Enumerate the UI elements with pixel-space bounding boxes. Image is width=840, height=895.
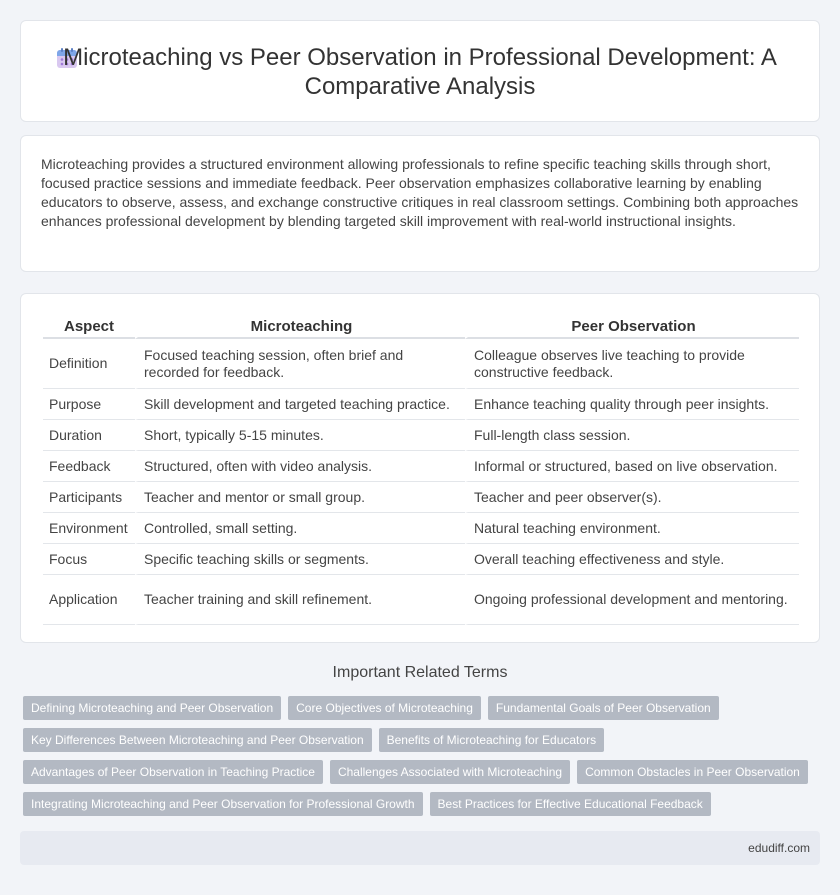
related-term-tag[interactable]: Best Practices for Effective Educational Feedback: [430, 792, 711, 816]
peer-observation-cell: Full-length class session.: [465, 420, 799, 451]
related-term-tag[interactable]: Advantages of Peer Observation in Teaching Practice: [23, 760, 323, 784]
related-term-tag[interactable]: Key Differences Between Microteaching and Peer Observation: [23, 728, 372, 752]
tag-row: [23, 728, 818, 752]
peer-observation-cell: Overall teaching effectiveness and style.: [465, 544, 799, 575]
peer-observation-cell: Enhance teaching quality through peer insights.: [465, 389, 799, 420]
table-header-row: [43, 315, 799, 339]
microteaching-cell: Teacher training and skill refinement.: [135, 575, 465, 625]
microteaching-cell: Specific teaching skills or segments.: [135, 544, 465, 575]
aspect-cell: Participants: [43, 482, 135, 513]
related-terms-title: Important Related Terms: [332, 664, 508, 681]
peer-observation-cell: Ongoing professional development and mentoring.: [465, 575, 799, 625]
aspect-cell: Focus: [43, 544, 135, 575]
microteaching-cell: Controlled, small setting.: [135, 513, 465, 544]
table-row: [43, 544, 799, 575]
aspect-cell: Application: [43, 575, 135, 625]
microteaching-cell: Structured, often with video analysis.: [135, 451, 465, 482]
aspect-cell: Duration: [43, 420, 135, 451]
summary-card: [20, 135, 820, 272]
table-row: [43, 513, 799, 544]
aspect-cell: Definition: [43, 339, 135, 389]
comparison-table-card: [20, 293, 820, 643]
peer-observation-cell: Informal or structured, based on live observation.: [465, 451, 799, 482]
peer-observation-cell: Natural teaching environment.: [465, 513, 799, 544]
related-term-tag[interactable]: Challenges Associated with Microteaching: [330, 760, 570, 784]
related-term-tag[interactable]: Common Obstacles in Peer Observation: [577, 760, 808, 784]
related-term-tag[interactable]: Integrating Microteaching and Peer Observation for Professional Growth: [23, 792, 423, 816]
comparison-table: [43, 315, 799, 625]
aspect-cell: Environment: [43, 513, 135, 544]
related-term-tag[interactable]: Defining Microteaching and Peer Observation: [23, 696, 281, 720]
related-term-tag[interactable]: Fundamental Goals of Peer Observation: [488, 696, 719, 720]
page-title: Microteaching vs Peer Observation in Professional Development: A Comparative Analysis: [63, 44, 777, 100]
header-microteaching: Microteaching: [135, 315, 465, 339]
peer-observation-cell: Colleague observes live teaching to provide constructive feedback.: [465, 339, 799, 389]
table-row: [43, 339, 799, 389]
table-row: [43, 482, 799, 513]
peer-observation-cell: Teacher and peer observer(s).: [465, 482, 799, 513]
microteaching-cell: Focused teaching session, often brief and recorded for feedback.: [135, 339, 465, 389]
related-terms-list: [23, 696, 818, 824]
tag-row: [23, 696, 818, 720]
header-peer-observation: Peer Observation: [465, 315, 799, 339]
microteaching-cell: Teacher and mentor or small group.: [135, 482, 465, 513]
table-row: [43, 575, 799, 625]
microteaching-cell: Short, typically 5-15 minutes.: [135, 420, 465, 451]
related-term-tag[interactable]: Core Objectives of Microteaching: [288, 696, 481, 720]
aspect-cell: Feedback: [43, 451, 135, 482]
table-row: [43, 451, 799, 482]
aspect-cell: Purpose: [43, 389, 135, 420]
table-row: [43, 420, 799, 451]
title-card: [20, 20, 820, 122]
microteaching-cell: Skill development and targeted teaching practice.: [135, 389, 465, 420]
table-row: [43, 389, 799, 420]
footer: [20, 831, 820, 865]
tag-row: [23, 760, 818, 784]
footer-site-link[interactable]: edudiff.com: [748, 841, 810, 855]
summary-text: Microteaching provides a structured environment allowing professionals to refine specific teaching skills through short, focused practice sessions and immediate feedback. Peer observation emphasizes collaborative learning by enabling educators to observe, assess, and exchange constructive critiques in real classroom settings. Combining both approaches enhances professional development by blending targeted skill improvement with real-world instructional insights.: [41, 156, 799, 229]
tag-row: [23, 792, 818, 816]
related-term-tag[interactable]: Benefits of Microteaching for Educators: [379, 728, 604, 752]
header-aspect: Aspect: [43, 315, 135, 339]
